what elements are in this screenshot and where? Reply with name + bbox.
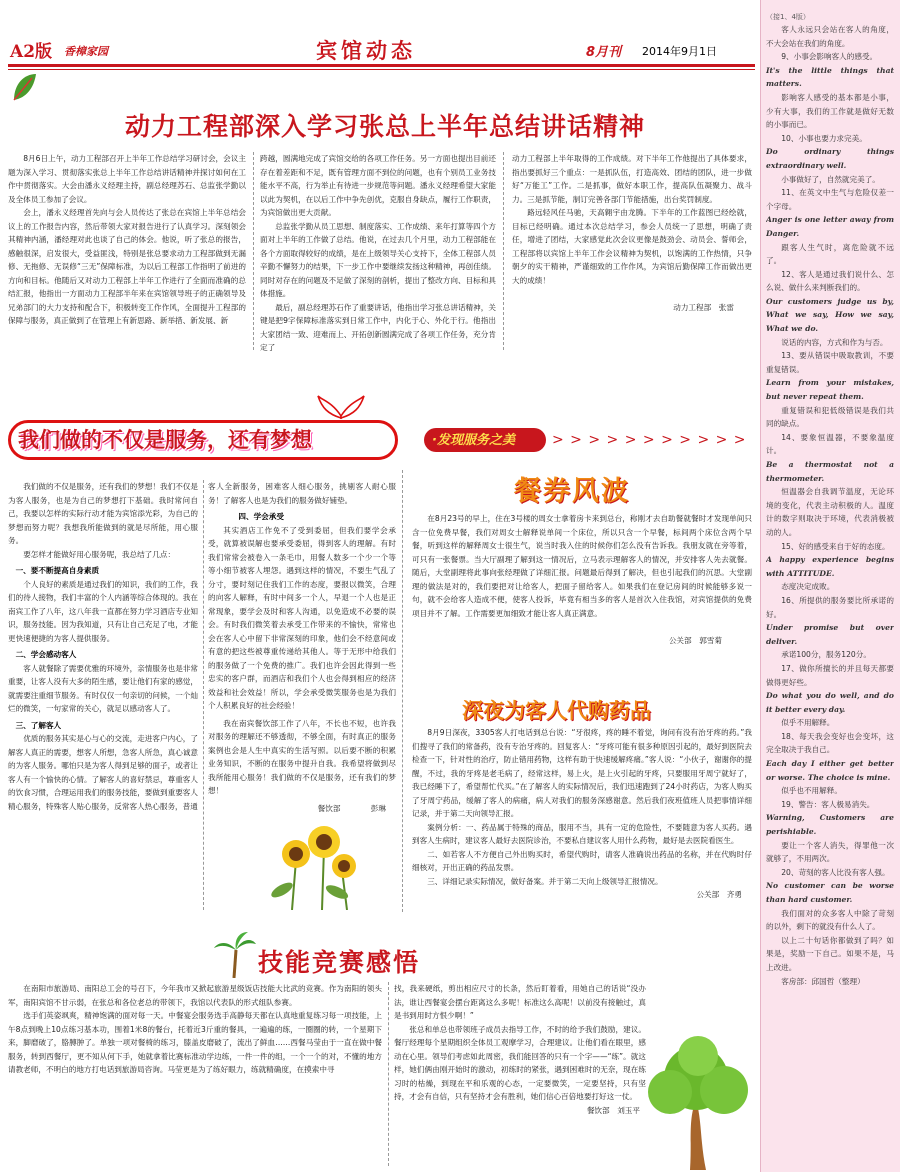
sidebar-english: Our customers judge us by, What we say, How we say, What we do. [766,296,894,334]
paragraph: 选手们英姿飒爽，精神饱满的面对每一天。中餐宴会服务选手高静每天都在认真地重复练习每一项技能，上午8点到晚上10点练习基本功，围着1米8的餐台，托着近3斤重的餐具，一遍遍的练，一圈圈的转，一个星期下来，脚磨破了，胳膊肿了。单独一项对餐椅的练习，膝盖皮磨破了，流出了鲜血……西餐马莹由于一直在做中餐服务，转到西餐厅，更不知从何下手，她就拿着比赛标准动学边练，一件一件的组，一个一个的对，不懂的地方请教老师，不明白的地方打电话到旅游局咨询。马莹更是为了练好眼力，练就精确度，在摸索中寻 [8,1011,382,1074]
sidebar-paragraph: 14、要象恒温器，不要象温度计。 [766,432,894,456]
sidebar-paragraph: 态度决定成败。 [781,582,835,592]
article5-col2 [394,982,646,1168]
paragraph: 动力工程部上半年取得的工作成绩。对下半年工作他提出了具体要求，指出要抓好三个重点：一是抓队伍，打造高效、团结的团队，进一步做好“万能工”工作。二是抓事，做好本职工作，提高队伍凝聚力、战斗力。三是抓节能，制订完善各部门节能措施，出台奖罚制度。 [512,154,752,204]
article2-col2 [208,480,396,860]
sidebar-paragraph: 似乎也不用解释。 [781,786,842,796]
paragraph: 跨越，圆满地完成了宾馆交给的各项工作任务。另一方面也提出目前还存在着差距和不足，既有管理方面不到位的问题，也有个别员工业务技能水平不高，行为举止有待进一步规范等问题。潘永义经理希望大家能以此为契机，在以后工作中争先创优，克服自身缺点，履行工作职责，为宾馆做出更大贡献。 [260,154,496,217]
paragraph: 二、如若客人不方便自己外出购买时，希望代购时，请客人准确说出药品的名称，并在代购时仔细核对，开出正确的药品发票。 [412,849,752,872]
sidebar-paragraph: 16、所提供的服务要比所承诺的好。 [766,595,894,619]
sidebar-paragraph: 说话的内容，方式和作为与否。 [781,337,888,347]
article4-title: 深夜为客人代购药品 [462,699,651,723]
issue-date: 2014年9月1日 [642,45,717,58]
sidebar-content [766,12,894,1170]
article5-title: 技能竞赛感悟 [258,948,421,977]
article5-signature: 餐饮部 刘玉平 [586,1105,640,1115]
sidebar-english: A happy experience begins with ATTITUDE. [766,555,894,578]
paragraph: 客人就餐除了需要优雅的环境外，亲情服务也是非常重要，让客人没有大多的陌生感，要让他们有家的感觉，就需要注重细节服务。有时仅仅一句亲切的问候，一个灿烂的微笑，一句家常的关心，就足以感动客人了。 [8,663,198,713]
paragraph: 个人良好的素质是通过我们的知识，我们的工作，我们的待人接物，我们丰富的个人内涵等综合体现的。我在南宾工作了八年，这八年我一直都在努力学习酒店专业知识，服务技能。因为我知道，只有让自己充足了电，才能更快速便捷的为客人提供服务。 [8,579,198,643]
tree-icon [640,1030,752,1170]
article1-col2 [260,152,496,352]
sidebar-english: Do what you do well, and do it better every day. [766,691,894,714]
sidebar-paragraph: 11、在英文中生气与危险仅差一个字母。 [766,188,894,211]
article5-col1 [8,982,382,1168]
leaf-icon [10,70,40,104]
article4-signature: 公关部 齐勇 [696,890,742,899]
sidebar-text [766,23,894,988]
column-divider [388,982,389,1166]
sidebar-paragraph: 12、客人是通过我们说什么、怎么说、做什么来判断我们的。 [766,269,894,293]
sidebar-paragraph: 客人永远只会站在客人的角度，不大会站在我们的角度。 [766,25,894,48]
sidebar-paragraph: 9、小事会影响客人的感受。 [781,52,878,62]
paragraph: 其实酒店工作免不了受到委屈，但我们要学会承受，就算被误解也要承受委屈，得到客人的理解。有时我们常常会被卷入一条毛巾，用餐人数多一个少一个等等小细节被客人埋怨。遇到这样的情况，不要生气乱了分寸，要时刻记住我们工作的态度，要报以微笑，合理的向客人解释，有时中间多一个人，早退一个人也是正常现象，要学会及时和客人沟通，以免造成不必要的误会。有时我们微笑着去承受工作带来的不愉快，常常也会在客人心中留下非常深刻的印象，他们会不经意间或有意的把这些被尊重传递给其他人。等于无形中给我们的服务做了一个免费的推广。我们也许会因此得到一些忠实的客户群，而酒店和我们个人也会得到相应的经济效益和社会效益！所以，学会承受微笑服务也是为我们个人积累良好的社会经验！ [208,525,396,710]
article1-title: 动力工程部深入学习张总上半年总结讲话精神 [124,112,645,141]
sidebar-english: It's the little things that matters. [766,65,894,89]
sidebar-paragraph: 承诺100分，服务120分。 [781,650,871,660]
article2-subhead: 三、了解客人 [15,720,62,730]
paragraph: 我们做的不仅是服务，还有我们的梦想！我们不仅是为客人服务，也是为自己的梦想打下基础。我时常问自己，我要以怎样的实际行动才能为宾馆添光彩，为自己的梦想而努力呢？我想我所能做到的就是尽所能，用心服务。 [8,482,198,545]
sidebar-note: （接1、4版） [766,13,810,21]
sidebar-signature: 客房部：邱国哲（整理） [781,976,865,986]
article3-signature: 公关部 郭雪菊 [668,636,722,645]
palm-tree-icon [212,930,256,978]
column-divider [503,152,504,350]
header-rule-thin [8,69,755,70]
paragraph: 总监张学勤从员工思想、制度落实、工作成绩、来年打算等四个方面对上半年的工作做了总结。他说，在过去几个月里，动力工程部能在各个方面取得较好的成绩，是在上级领导关心支持下，全体工程部人员辛勤不懈努力的结果，下一步工作中要继续发扬这种精神，再创佳绩。同时对存在的问题及不足做了深刻的剖析，提出了整改方向、目标和具体措施。 [260,221,496,298]
column-label: 香樟家园 [64,45,108,58]
sidebar-paragraph: 18、每天我会变好也会变坏，这完全取决于我自己。 [766,731,894,755]
sidebar-paragraph: 13、要从错误中吸取教训，不要重复错误。 [766,351,894,374]
sidebar-paragraph: 20、苛刻的客人比没有客人强。 [781,867,890,877]
paragraph: 在南阳市旅游局、南阳总工会的号召下，今年我市又掀起旅游星级饭店技能大比武的竞赛。作为南阳的领头军，南阳宾馆不甘示弱，在张总和各位老总的带领下，我馆以代表队的形式组队参赛。 [8,984,382,1007]
sidebar-english: Learn from your mistakes, but never repeat them. [766,378,894,402]
article3-body [412,512,752,692]
article2-subhead: 一、要不断提高自身素质 [15,566,100,575]
column-divider [402,470,403,912]
article1-col1 [8,152,246,352]
paragraph: 客人全新服务，困难客人细心服务，挑剔客人耐心服务！了解客人也是为我们的服务做好铺垫。 [208,482,396,505]
sidebar-paragraph: 17、做你所擅长的并且每天都要做得更好些。 [766,663,894,687]
sidebar-english: Do ordinary things extraordinary well. [766,147,894,170]
paragraph: 最后，副总经理苏石作了重要讲话，他指出学习张总讲话精神，关键是把9字保障标准落实到日常工作中，内化于心、外化于行。他指出大家团结一致、迎难而上、开拓创新圆满完成了各项工作任务，充分肯定了 [260,302,496,352]
paragraph: 三、详细记录实际情况，做好备案。并于第二天向上级领导汇报情况。 [427,876,663,886]
sunflower-icon [262,820,372,910]
article1-signature: 动力工程部 张雷 [673,303,734,312]
paragraph: 张总和单总也带领班子成员去指导工作，不时的给予我们鼓励，建议。餐厅经理每个星期组织全体员工观摩学习，合理建议。让他们看在眼里，感动在心里。领导们考虑如此周密，我们能回答的只有一个字——“练”。就这样，她们俩由刚开始时的激动，初练时的紧张，遇到困难时的无奈，现在练习时的枯燥，到现在平和乐观的心态，一定要微笑，一定要坚持，只有坚持，才会有自信，只有坚持才会有胜利，她们信心百倍地要打好这一仗。 [394,1024,646,1101]
sidebar-english: Each day I either get better or worse. The choice is mine. [766,759,894,782]
sidebar-english: Anger is one letter away from Danger. [766,215,894,238]
sidebar-english: Under promise but over deliver. [766,623,894,646]
article1-col3 [512,152,752,352]
paragraph: 案例分析：一、药品属于特殊的商品，服用不当，具有一定的危险性，不要随意为客人买药。遇到客人生病时，建议客人最好去医院诊治，不要私自建议客人用什么药物，最好是去医院看医生。 [412,822,752,845]
sidebar-english: Be a thermostat not a thermometer. [766,460,894,483]
article2-subhead: 二、学会感动客人 [15,650,77,659]
sidebar-paragraph: 以上二十句话你都做到了吗？如果是，奖励一下自己。如果不是，马上改进。 [766,935,894,972]
sidebar-paragraph: 要让一个客人消失，得罪他一次就够了，不用两次。 [766,840,894,864]
sidebar-paragraph: 影响客人感受的基本都是小事，少有大事，我们的工作就是做好无数的小事而已。 [766,92,894,130]
sidebar-paragraph: 似乎不用解释。 [781,718,835,728]
sidebar-english: Warning, Customers are perishiable. [766,813,894,837]
edition-label: A2版 [10,42,53,62]
article2-signature: 餐饮部 彭琳 [317,803,386,813]
discover-arrows: > > > > > > > > > > > [552,432,747,448]
article2-col1 [8,480,198,910]
article2-subhead: 四、学会承受 [238,512,284,521]
paragraph: 优质的服务其实是心与心的交流，走进客户内心，了解客人真正的需要，想客人所想，急客人所急，真心诚意的为客人服务。哪怕只是为客人得到足够的面子，或者让客人有一个愉快的心情。了解客人的喜好禁忌，尊重客人的饮食习惯，合理运用我们的服务技能，要做到重要客人精心服务，特殊客人贴心服务，反常客人热心服务，普通 [8,734,198,811]
discover-tag-label: ·发现服务之美 [432,433,515,448]
section-title: 宾馆动态 [316,39,416,63]
sidebar-paragraph: 跟客人生气时，离危险就不远了。 [766,242,894,266]
paragraph: 我在南宾餐饮部工作了八年，不长也不短，也许我对服务的理解还不够透彻，不够全面，有时真正的服务案例也会是人生中真实的生活写照。以后要不断的积累业务知识，不断的在服务中提升自我。我希望将做到尽我所能用心服务！我们做的不仅是服务，还有我们的梦想！ [208,718,396,795]
paragraph: 会上，潘永义经理首先向与会人员传达了张总在宾馆上半年总结会议上的工作报告内容，然后带领大家对报告进行了认真学习。深刻领会其精神内涵，潘经理对此也谈了自己的体会。他说，听了张总的报告，感触很深，启发很大，受益匪浅，特别是张总要求动力工程部做到无漏修、无拖修、无误修“三无”保障标准，为以后工程部工作指明了前进的方向和目标。他随后又对动力工程部上半年工作进行了全面而准确的总结汇报，他指出一方面动力工程部半年来在宾馆领导班子的正确领导及兄弟部门的大力支持和配合下，积极转变工作作风，全面提升工程部的保障与服务，真正做到了在管理上有新思路、新举措、新发展、新 [8,208,246,325]
sidebar-paragraph: 19、警告：客人极易消失。 [781,799,875,809]
sidebar-paragraph: 15、好的感受来自于好的态度。 [781,541,890,551]
sidebar-paragraph: 10、小事也要力求完美。 [781,133,867,143]
column-divider [203,480,204,910]
paragraph: 8月6日上午，动力工程部召开上半年工作总结学习研讨会，会议主题为深入学习、贯彻落实张总上半年工作总结讲话精神并探讨如何在工作中贯彻落实。大会由潘永义经理主持，副总经理苏石、总监张学勤以及全体员工参加了会议。 [8,154,246,204]
article4-body [412,726,752,916]
paragraph: 8月9日深夜，3305客人打电话到总台说：“牙很疼，疼的睡不着觉，询问有没有治牙疼的药。”我们搜寻了我们的常备药，没有专治牙疼的。回复客人：“牙疼可能有很多种原因引起的，最好到医院去检查一下，针对性的治疗，防止错用药物，这样有助于快速缓解疼痛。”客人说：“小伙子，谢谢你的提醒，不过，我的牙疼是老毛病了，经常这样，易上火，是上火引起的牙疼，只要服用牙周宁就好了，我已经睡下了，希望帮忙代买。”在了解客人的实际情况后，我们迅速跑到了24小时药店，为客人购买了牙周宁药品，缓解了客人的病痛，病人对我们的服务深感谢意。然后我们夜班值班人员把事情详细记录，并于第二天向领导汇报。 [412,728,752,818]
issue-label: 8月刊 [586,45,622,60]
sidebar-paragraph: 恒温器会自我调节温度，无论环境的变化，代表主动积极的人。温度计的数字则取决于环境，代表消极被动的人。 [766,487,894,537]
sidebar-english: No customer can be worse than hard customer. [766,881,894,904]
sidebar-paragraph: 重复错误和犯低级错误是我们共同的缺点。 [766,405,894,429]
header-rule [8,64,755,67]
paragraph: 要怎样才能做好用心服务呢，我总结了几点： [23,549,176,559]
article2-title: 我们做的不仅是服务，还有梦想 [18,428,312,452]
sidebar-paragraph: 我们面对的众多客人中除了苛刻的以外，剩下的就没有什么人了。 [766,908,894,932]
paragraph: 路远轻风任马驰，天高翱宇由龙腾。下半年的工作蓝图已经绘就，目标已经明确。通过本次总结学习，参会人员统一了思想，明确了责任，增进了团结，大家感觉此次会议更像是鼓劲会、动员会、誓师会，工程部将以宾馆上半年工作会议精神为契机，以饱满的工作热情，只争朝夕的实干精神，严谨细致的工作作风，为宾馆后勤保障工作而做出更大的成绩！ [512,208,752,285]
paragraph: 在8月23号的早上，住在3号楼的周女士拿着房卡来到总台，称刚才去自助餐就餐时才发现单间只含一位免费早餐，我们对周女士解释说单间一个床位，所以只含一个早餐，标间两个床位含两个早餐，听到这样的解释周女士很生气，说当时我入住的时候你们怎么没有告诉我。我朋友就在旁等着，可只有一张餐票。当大厅副理了解到这一情况后，立马表示理解客人的情况，并安排客人先去就餐。随后，大堂副理将此事向张经理做了详细汇报。问题最后得到了解决，但也引起我们的沉思。大堂副理的做法是对的，我们要把对让给客人，把面子留给客人。如果我们在登记房间的时候能够多说一句，就不会给客人造成不便，使客人投诉，毕竟有相当多的客人是首次入住我馆，对宾馆提供的免费项目并不了解。工作需要更加细致才能让客人真正满意。 [412,514,752,618]
paragraph: 找，我来硬纸，剪出相应尺寸的长条，然后盯着看，用她自己的话说“没办法，谁让西餐宴会摆台距离这么多呢！标准这么高呢！以前没有接触过，真是书到用时方恨少啊！” [394,984,646,1020]
sidebar-paragraph: 小事做好了，自然就完美了。 [781,174,880,184]
column-divider [253,152,254,350]
article3-title: 餐券风波 [514,476,630,507]
